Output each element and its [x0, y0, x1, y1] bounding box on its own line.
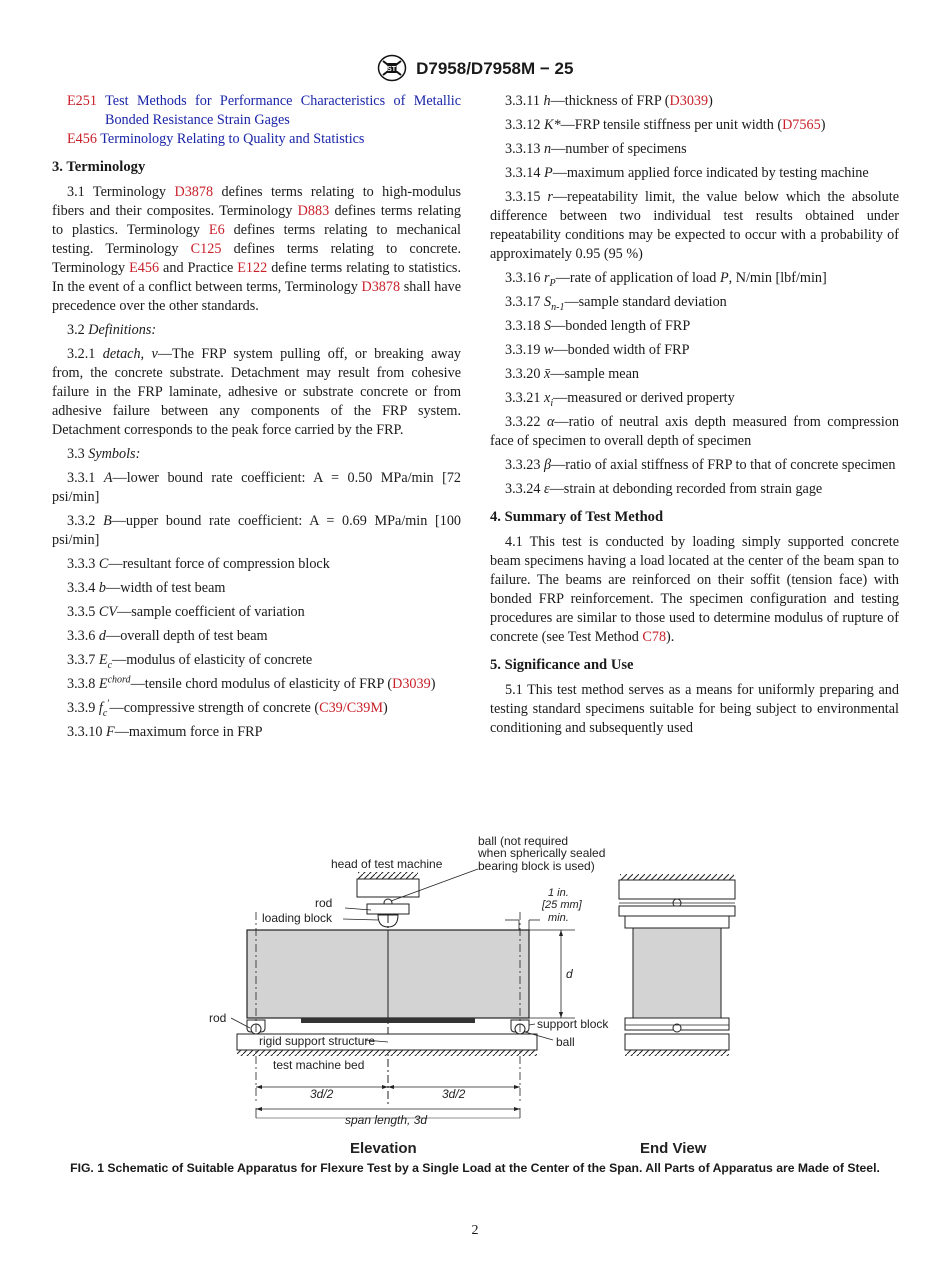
ref-link-d883[interactable]: D883 — [297, 203, 330, 219]
label-rod-bottom: rod — [209, 1011, 227, 1025]
symbol-3-3-2: 3.3.2 B—upper bound rate coefficient: A = 0.69 MPa/min [100 psi/min] — [52, 513, 462, 548]
ref-link-e456-inline[interactable]: E456 — [129, 260, 160, 276]
end-view-title: End View — [640, 1140, 707, 1157]
ref-e251 — [67, 92, 461, 130]
ref-link-d3878-2[interactable]: D3878 — [361, 279, 401, 295]
figure-1-schematic — [195, 832, 755, 1162]
label-half-left: 3d/2 — [310, 1087, 334, 1101]
ref-link-d3878[interactable]: D3878 — [174, 184, 214, 200]
ref-link-d3039-2[interactable]: D3039 — [669, 93, 709, 109]
label-machine-bed: test machine bed — [273, 1058, 365, 1072]
astm-logo-icon — [377, 54, 407, 82]
symbol-3-3-17: 3.3.17 $S_{n-1}—sample$ standard deviation — [505, 294, 727, 313]
end-view — [619, 874, 735, 1056]
symbol-3-3-23: 3.3.23 β—ratio of axial stiffness of FRP to that of concrete specimen — [505, 457, 896, 473]
ref-link-c39[interactable]: C39/C39M — [319, 700, 383, 716]
symbol-3-3-15: 3.3.15 r—repeatability limit, the value below which the absolute difference between two individual test results obtained under repeatability conditions may be expected to occur with a probability of approximately 0.95 (95 %) — [490, 189, 900, 262]
symbol-3-3-13: 3.3.13 n—number of specimens — [505, 141, 687, 157]
right-column — [490, 92, 899, 743]
elevation-title: Elevation — [350, 1140, 417, 1157]
ref-link-e6[interactable]: E6 — [208, 222, 225, 238]
label-ball: ball — [556, 1035, 575, 1049]
symbol-3-3-3: 3.3.3 C—resultant force of compression block — [67, 556, 330, 572]
symbol-3-3-7: 3.3.7 $E_c—modulus$ of elasticity of concrete — [67, 652, 313, 671]
left-column — [52, 92, 461, 747]
page-number: 2 — [471, 1223, 479, 1238]
symbol-3-3-18: 3.3.18 S—bonded length of FRP — [505, 318, 691, 334]
label-span: span length, 3d — [345, 1113, 428, 1127]
page-header — [0, 54, 950, 82]
label-ball-note-1: ball (not required — [478, 834, 569, 848]
symbol-3-3-14: 3.3.14 P—maximum applied force indicated by testing machine — [505, 165, 869, 181]
label-dim-3: min. — [548, 912, 569, 924]
symbol-3-3-19: 3.3.19 w—bonded width of FRP — [505, 342, 690, 358]
section-5-heading: 5. Significance and Use — [490, 657, 634, 673]
symbol-3-3-12: 3.3.12 K*—FRP tensile stiffness per unit width (D7565) — [505, 117, 826, 133]
symbol-3-3-8: 3.3.8 $E^{chord}—tensile$ chord modulus of elasticity of FRP (D3039) — [67, 674, 436, 692]
symbol-3-3-1: 3.3.1 A—lower bound rate coefficient: A = 0.50 MPa/min [72 psi/min] — [52, 470, 462, 505]
ref-link-e456[interactable]: E456 — [67, 131, 97, 147]
label-loading-block: loading block — [262, 911, 333, 925]
section-3-heading: 3. Terminology — [52, 159, 146, 175]
symbol-3-3-9: 3.3.9 $f_c'—compressive$ strength of concrete (C39/C39M) — [67, 698, 388, 719]
frp-strip — [301, 1018, 475, 1023]
label-d: d — [566, 967, 573, 981]
ref-link-e251[interactable]: E251 — [67, 93, 97, 109]
section-4-heading: 4. Summary of Test Method — [490, 509, 664, 525]
label-ball-note-2: when spherically sealed — [478, 846, 606, 860]
label-head: head of test machine — [331, 857, 443, 871]
label-dim-2: [25 mm] — [542, 899, 582, 911]
standard-designation: D7958/D7958M − 25 — [416, 58, 574, 78]
ref-link-c125[interactable]: C125 — [190, 241, 222, 257]
label-dim-1: 1 in. — [548, 887, 569, 899]
para-3-2: 3.2 Definitions: — [67, 322, 157, 338]
label-half-right: 3d/2 — [442, 1087, 466, 1101]
ref-e456 — [67, 130, 461, 149]
label-support-block: support block — [537, 1017, 609, 1031]
label-rod-top: rod — [315, 896, 333, 910]
symbol-3-3-11: 3.3.11 h—thickness of FRP (D3039) — [505, 93, 713, 109]
symbol-3-3-4: 3.3.4 b—width of test beam — [67, 580, 226, 596]
para-4-1: 4.1 This test is conducted by loading simply supported concrete beam specimens having a load located at the center of the beam span to failure. The beams are reinforced on their soffit (tension face) with bonded FRP reinforcement. The specimen configuration and testing procedures are similar to those used to determine modulus of rupture of concrete (see Test Method C78). — [490, 534, 899, 645]
symbol-3-3-20: 3.3.20 x̄—sample mean — [505, 366, 639, 382]
ref-link-d3039[interactable]: D3039 — [392, 676, 431, 692]
symbol-3-3-5: 3.3.5 CV—sample coefficient of variation — [67, 604, 305, 620]
ref-title-e456[interactable]: Terminology Relating to Quality and Statistics — [100, 131, 365, 147]
symbol-3-3-22: 3.3.22 α—ratio of neutral axis depth measured from compression face of specimen to overall depth of specimen — [490, 414, 900, 449]
para-5-1: 5.1 This test method serves as a means for uniformly preparing and testing standard specimens suitable for being subject to environmental conditioning and subsequently used — [490, 682, 899, 736]
label-ball-note-3: bearing block is used) — [478, 859, 595, 873]
figure-caption: FIG. 1 Schematic of Suitable Apparatus for Flexure Test by a Single Load at the Center of the Span. All Parts of Apparatus are Made of Steel. — [70, 1161, 880, 1175]
ref-link-d7565[interactable]: D7565 — [782, 117, 821, 133]
ref-link-c78[interactable]: C78 — [642, 629, 667, 645]
ref-title-e251[interactable]: Test Methods for Performance Characteristics of Metallic Bonded Resistance Strain Gages — [105, 93, 461, 128]
symbol-3-3-21: 3.3.21 $x_i—measured$ or derived property — [505, 390, 735, 409]
symbol-3-3-6: 3.3.6 d—overall depth of test beam — [67, 628, 268, 644]
para-3-2-1: 3.2.1 detach, v—The FRP system pulling off, or breaking away from, the concrete substrate. Detachment may result from cohesive failure in the FRP laminate, adhesive or substrate concrete or from adhesive failure between any components of the FRP system. Detachment corresponds to the peak force carried by the FRP. — [52, 346, 461, 438]
ref-link-e122[interactable]: E122 — [237, 260, 268, 276]
para-3-1: 3.1 Terminology D3878 defines terms relating to high-modulus fibers and their composites. Terminology D883 defines terms relating to plastics. Terminology E6 defines terms relating to mechanical testing. Terminology C125 defines terms relating to concrete. Terminology E456 and Practice E122 define terms relating to statistics. In the event of a conflict between terms, Terminology D3878 shall have precedence over the other standards. — [52, 184, 462, 314]
symbol-3-3-16: 3.3.16 $r_P—rate$ of application of load P, N/min [lbf/min] — [505, 270, 827, 289]
para-3-3: 3.3 Symbols: — [67, 446, 141, 462]
symbol-3-3-24: 3.3.24 ε—strain at debonding recorded from strain gage — [505, 481, 823, 497]
label-rigid-support: rigid support structure — [259, 1034, 376, 1048]
symbol-3-3-10: 3.3.10 F—maximum force in FRP — [67, 724, 263, 740]
svg-text:ASTM: ASTM — [381, 66, 402, 73]
